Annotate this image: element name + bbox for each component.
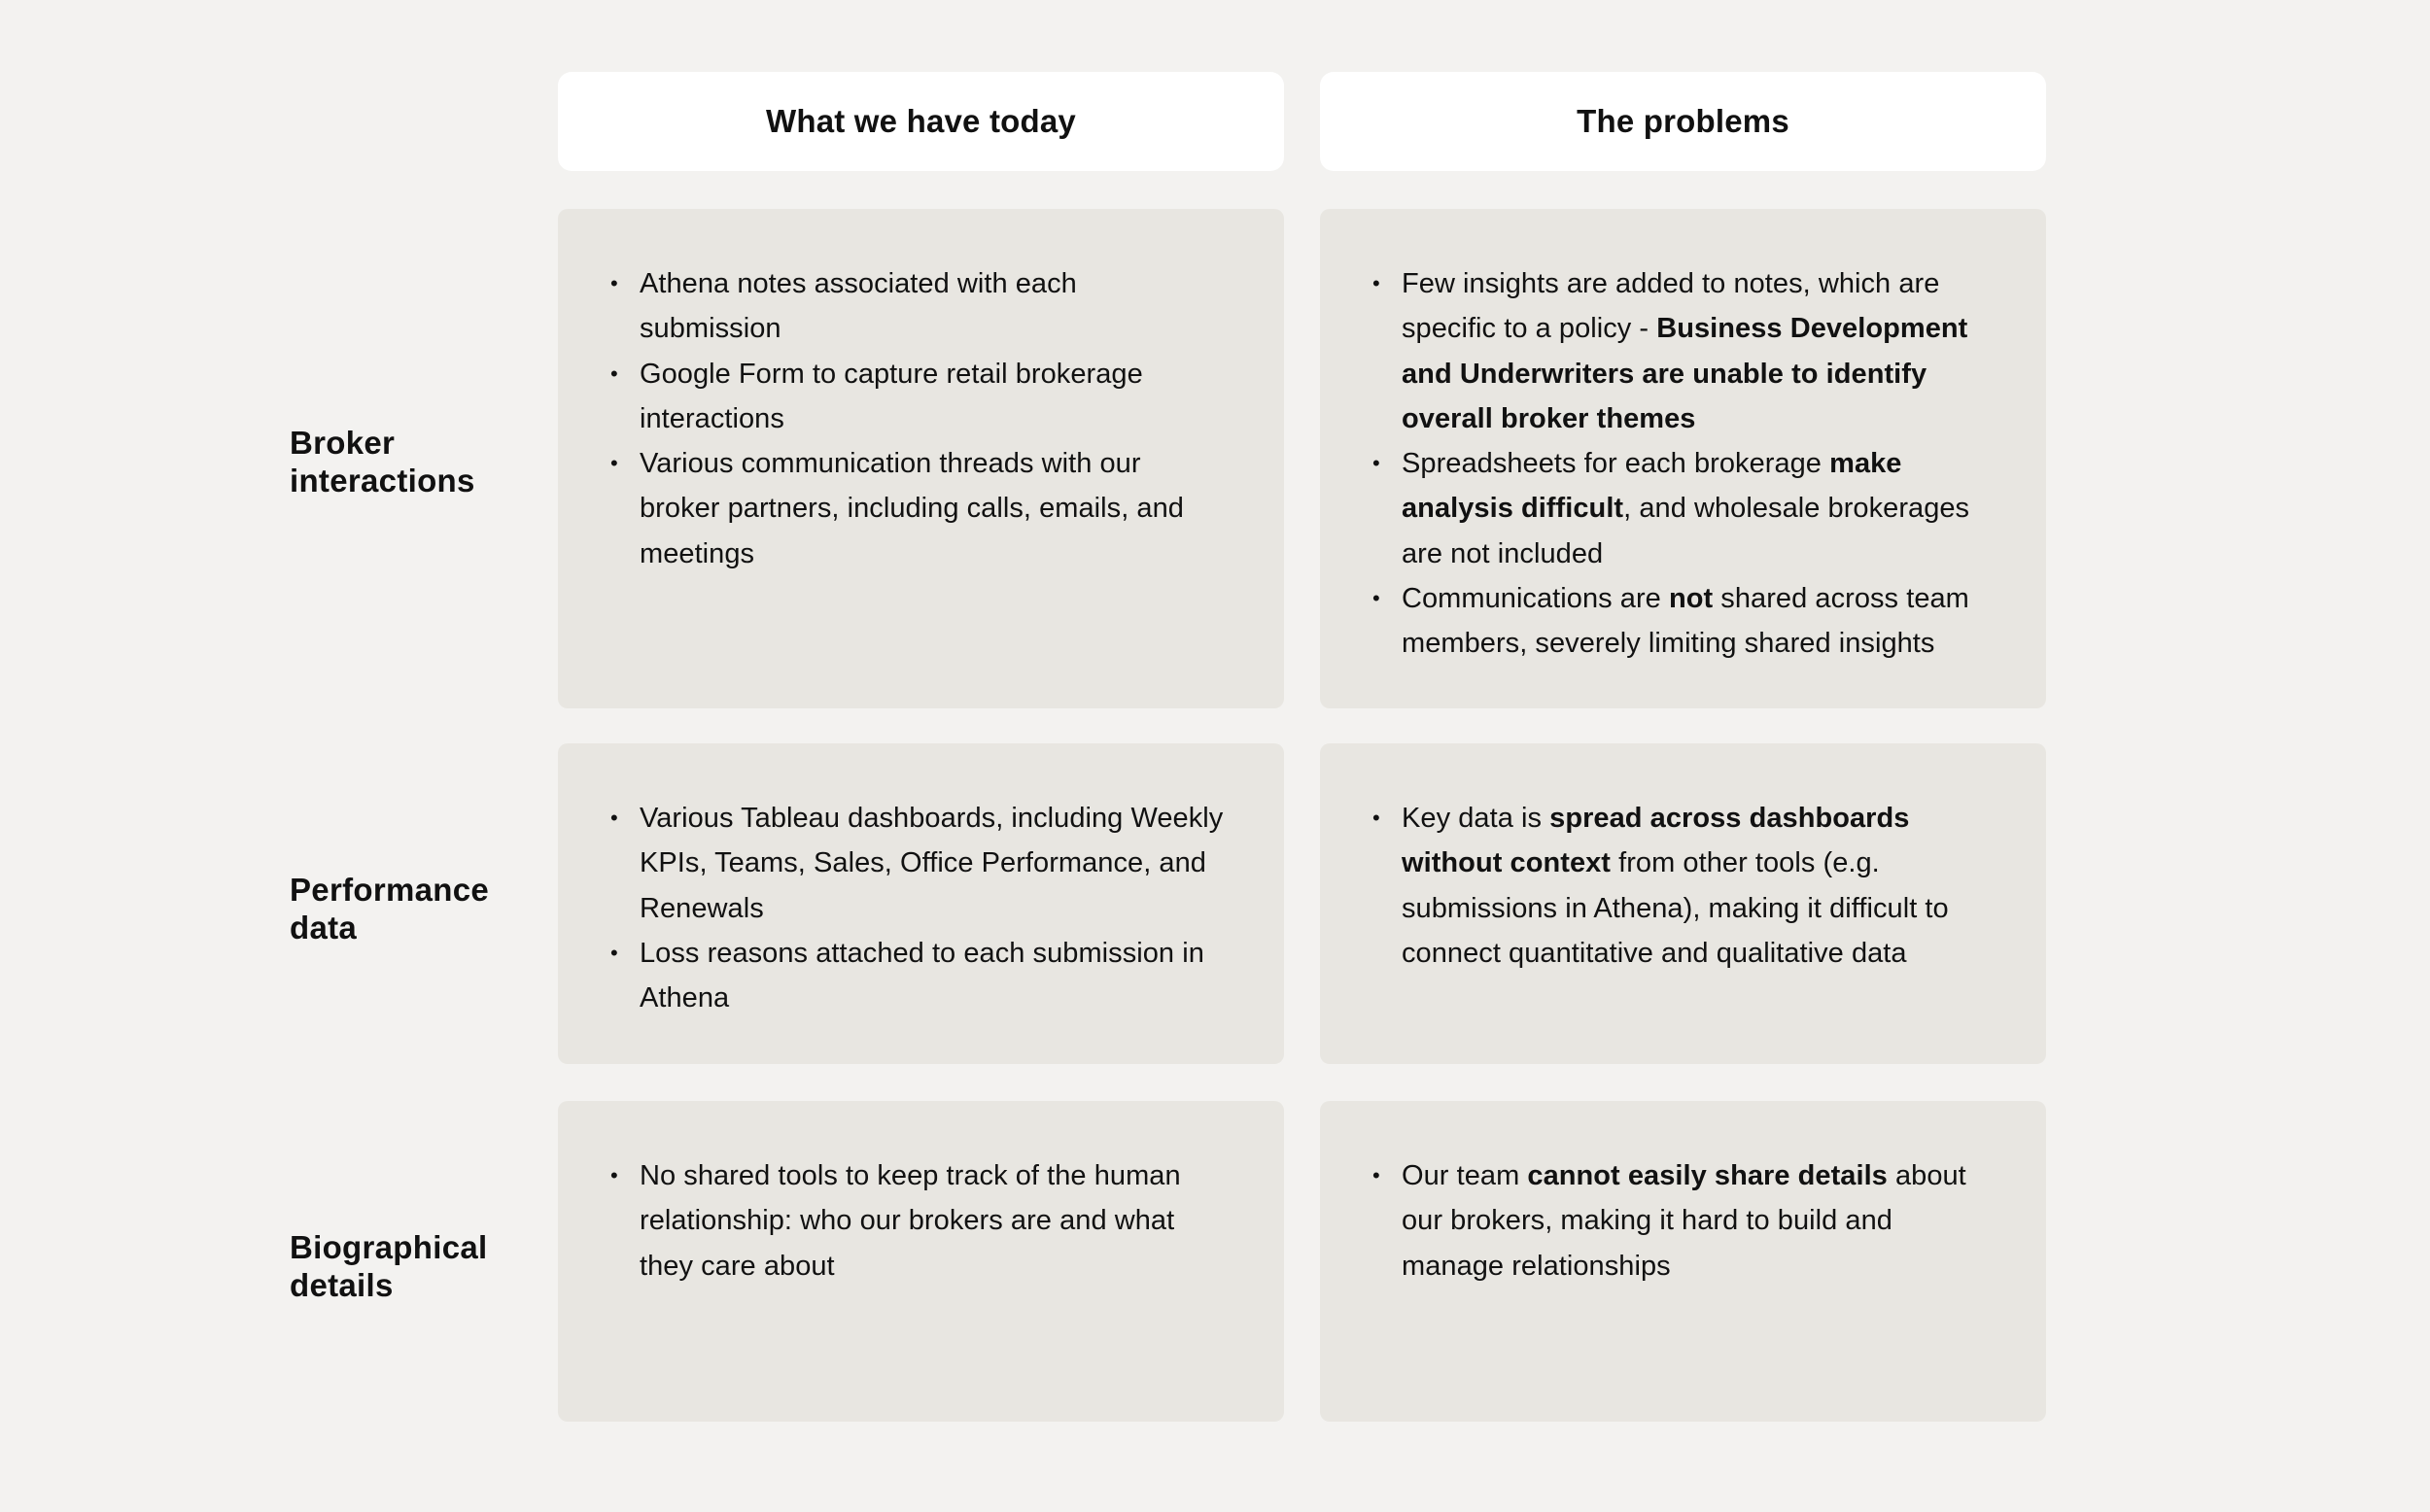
list-item: • Google Form to capture retail brokerage interactions [610, 352, 1226, 442]
list-item: • Spreadsheets for each brokerage make analysis difficult, and wholesale brokerages are not included [1372, 441, 1988, 576]
cell-performance-data-today [558, 743, 1284, 1064]
cell-broker-interactions-problems [1320, 209, 2046, 708]
list-item: • Athena notes associated with each submission [610, 261, 1226, 352]
bullet-icon: • [610, 940, 618, 965]
row-label-broker-interactions: Broker interactions [290, 425, 475, 498]
list-item: • Few insights are added to notes, which are specific to a policy - Business Development and Underwriters are unable to identify overall broker themes [1372, 261, 1988, 441]
bullet-icon: • [1372, 806, 1380, 830]
cell-biographical-details-problems [1320, 1101, 2046, 1422]
cell-biographical-details-today [558, 1101, 1284, 1422]
header-the-problems: The problems [1320, 72, 2046, 171]
list-item: • Various Tableau dashboards, including Weekly KPIs, Teams, Sales, Office Performance, and Renewals [610, 796, 1226, 931]
list-item: • Various communication threads with our broker partners, including calls, emails, and meetings [610, 441, 1226, 576]
bullet-icon: • [1372, 1163, 1380, 1187]
header-what-we-have-today: What we have today [558, 72, 1284, 171]
bullet-icon: • [610, 451, 618, 476]
list-item: • Loss reasons attached to each submission in Athena [610, 931, 1226, 1021]
cell-broker-interactions-today [558, 209, 1284, 708]
bullet-icon: • [610, 1163, 618, 1187]
bullet-icon: • [610, 271, 618, 295]
row-label-biographical-details: Biographical details [290, 1229, 488, 1303]
row-label-performance-data: Performance data [290, 872, 490, 945]
list-item: • Key data is spread across dashboards without context from other tools (e.g. submissions in Athena), making it difficult to connect quantitative and qualitative data [1372, 796, 1988, 976]
bullet-icon: • [610, 361, 618, 386]
list-item: • Our team cannot easily share details about our brokers, making it hard to build and manage relationships [1372, 1153, 1988, 1289]
list-item: • No shared tools to keep track of the human relationship: who our brokers are and what they care about [610, 1153, 1226, 1289]
cell-performance-data-problems [1320, 743, 2046, 1064]
bullet-icon: • [1372, 451, 1380, 476]
list-item: • Communications are not shared across team members, severely limiting shared insights [1372, 576, 1988, 667]
bullet-icon: • [610, 806, 618, 830]
bullet-icon: • [1372, 271, 1380, 295]
bullet-icon: • [1372, 586, 1380, 611]
